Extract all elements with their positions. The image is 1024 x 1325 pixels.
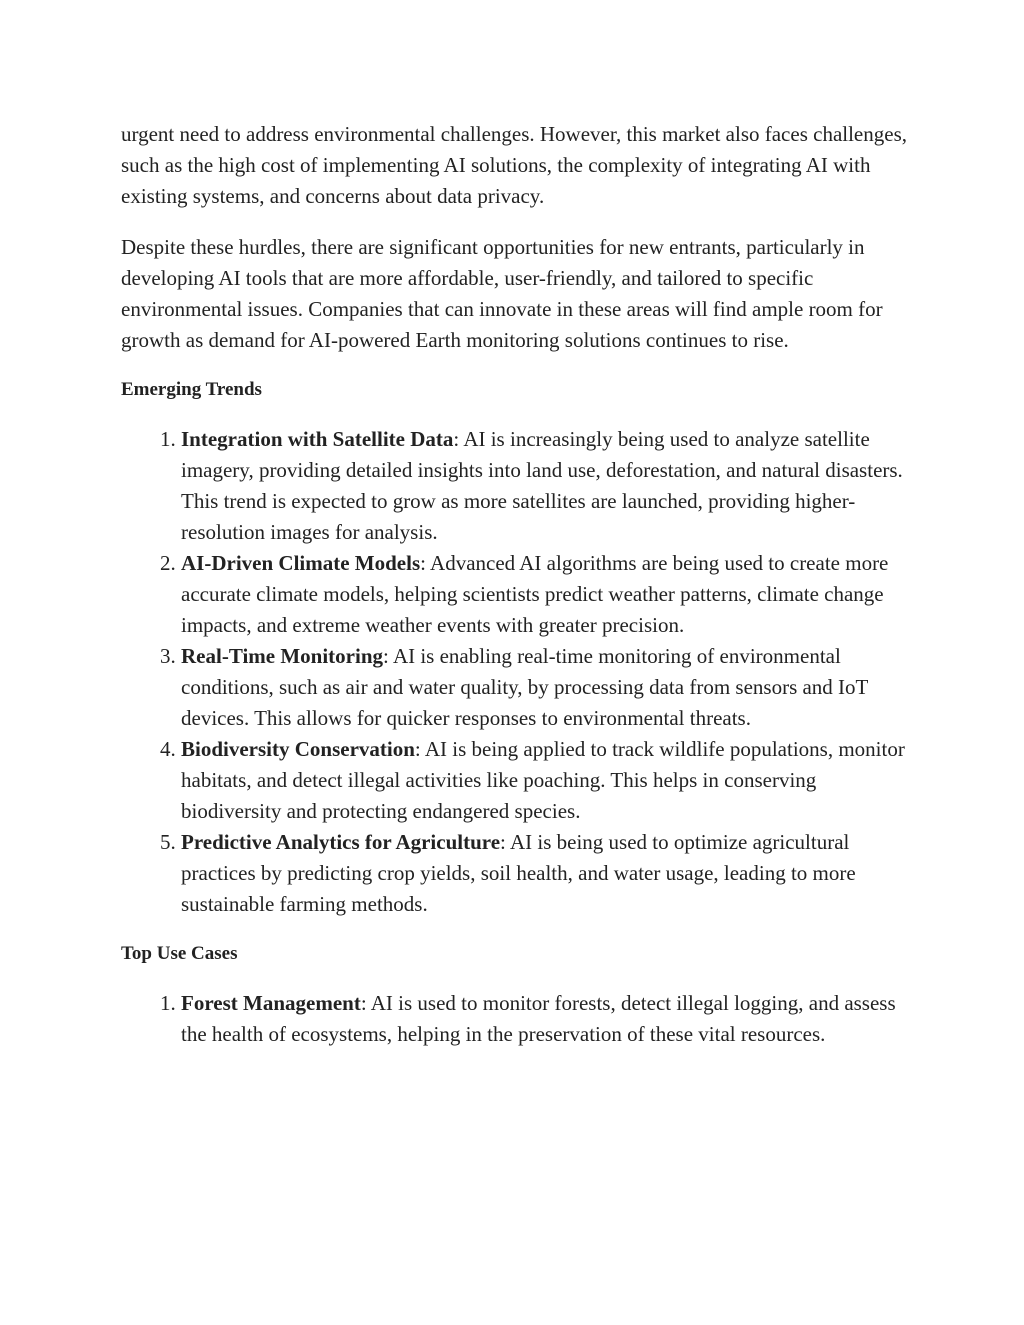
list-item-text: : Advanced AI algorithms are being used to create more accurate climate models, helping scientists predict weather patterns, climate change impacts, and extreme weather events with greater precision. bbox=[181, 551, 889, 637]
list-item-title: Forest Management bbox=[181, 991, 361, 1015]
top-use-cases-list bbox=[121, 988, 911, 1050]
list-item-title: Real-Time Monitoring bbox=[181, 644, 384, 668]
list-item-title: AI-Driven Climate Models bbox=[181, 551, 421, 575]
list-item-title: Biodiversity Conservation bbox=[181, 737, 415, 761]
list-item bbox=[181, 548, 911, 641]
emerging-trends-list bbox=[121, 424, 911, 920]
section-heading-top-use-cases: Top Use Cases bbox=[121, 943, 238, 964]
list-item bbox=[181, 988, 911, 1050]
document-page bbox=[121, 119, 911, 1070]
paragraph-market-challenges: urgent need to address environmental challenges. However, this market also faces challenges, such as the high cost of implementing AI solutions, the complexity of integrating AI with existing systems, and concerns about data privacy. bbox=[121, 122, 907, 208]
list-item-text: : AI is enabling real-time monitoring of environmental conditions, such as air and water quality, by processing data from sensors and IoT devices. This allows for quicker responses to environmental threats. bbox=[181, 644, 869, 730]
list-item-text: : AI is increasingly being used to analyze satellite imagery, providing detailed insights into land use, deforestation, and natural disasters. This trend is expected to grow as more satellites are launched, providing higher-resolution images for analysis. bbox=[181, 427, 903, 544]
paragraph-opportunities: Despite these hurdles, there are significant opportunities for new entrants, particularly in developing AI tools that are more affordable, user-friendly, and tailored to specific environmental issues. Companies that can innovate in these areas will find ample room for growth as demand for AI-powered Earth monitoring solutions continues to rise. bbox=[121, 235, 883, 352]
section-heading-emerging-trends: Emerging Trends bbox=[121, 379, 262, 400]
list-item-title: Predictive Analytics for Agriculture bbox=[181, 830, 501, 854]
list-item bbox=[181, 734, 911, 827]
list-item-text: : AI is being applied to track wildlife populations, monitor habitats, and detect illegal activities like poaching. This helps in conserving biodiversity and protecting endangered species. bbox=[181, 737, 905, 823]
list-item bbox=[181, 827, 911, 920]
list-item bbox=[181, 641, 911, 734]
list-item-text: : AI is being used to optimize agricultural practices by predicting crop yields, soil health, and water usage, leading to more sustainable farming methods. bbox=[181, 830, 856, 916]
list-item-title: Integration with Satellite Data bbox=[181, 427, 454, 451]
list-item bbox=[181, 424, 911, 548]
list-item-text: : AI is used to monitor forests, detect illegal logging, and assess the health of ecosystems, helping in the preservation of these vital resources. bbox=[181, 991, 896, 1046]
